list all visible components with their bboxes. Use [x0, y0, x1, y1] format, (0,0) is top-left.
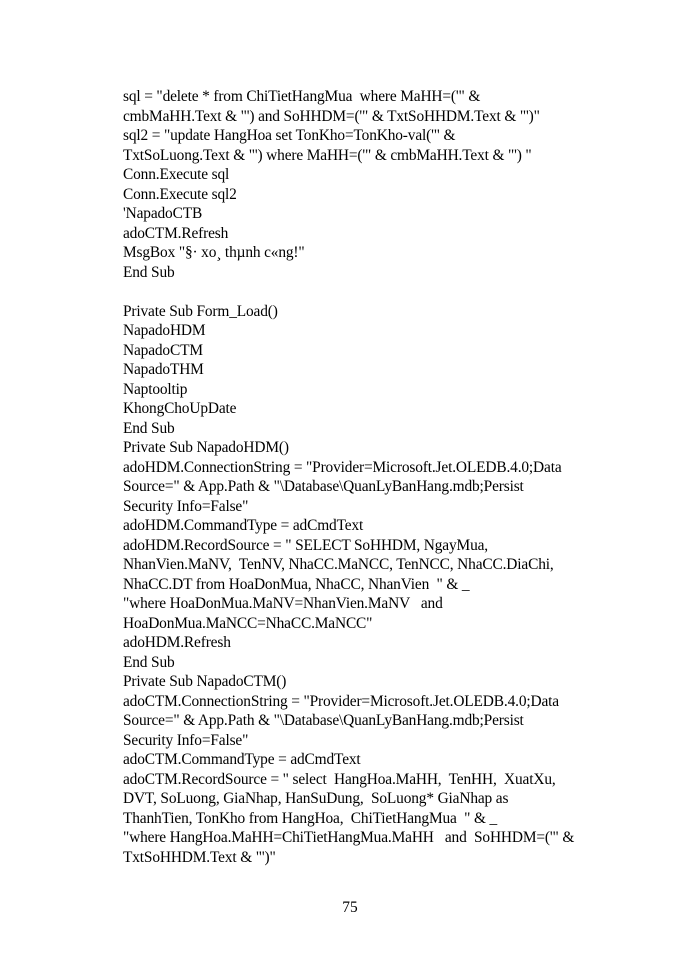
code-line: End Sub	[123, 263, 175, 281]
code-line: Source=" & App.Path & "\Database\QuanLyBanHang.mdb;Persist	[123, 478, 524, 495]
code-line: adoCTM.RecordSource = " select HangHoa.MaHH, TenHH, XuatXu,	[123, 770, 556, 788]
code-line: Source=" & App.Path & "\Database\QuanLyBanHang.mdb;Persist	[123, 712, 524, 729]
code-line: 'NapadoCTB	[123, 205, 203, 222]
code-line: adoCTM.ConnectionString = "Provider=Microsoft.Jet.OLEDB.4.0;Data	[123, 692, 559, 710]
code-line: KhongChoUpDate	[123, 400, 237, 417]
code-line: adoCTM.CommandType = adCmdText	[123, 751, 361, 768]
code-line: End Sub	[123, 653, 175, 671]
code-line: NapadoHDM	[123, 322, 206, 339]
code-line: Conn.Execute sql2	[123, 185, 237, 203]
code-line: End Sub	[123, 419, 175, 437]
code-line: Private Sub NapadoHDM()	[123, 439, 289, 456]
code-line: adoHDM.RecordSource = " SELECT SoHHDM, NgayMua,	[123, 536, 488, 554]
code-line: Security Info=False"	[123, 731, 249, 749]
page-number: 75	[342, 899, 358, 916]
code-line: adoHDM.CommandType = adCmdText	[123, 517, 364, 534]
code-line: "where HangHoa.MaHH=ChiTietHangMua.MaHH and SoHHDM=('" &	[123, 829, 575, 846]
code-line: sql2 = "update HangHoa set TonKho=TonKho-val('" &	[123, 127, 456, 144]
code-line: DVT, SoLuong, GiaNhap, HanSuDung, SoLuong* GiaNhap as	[123, 790, 509, 807]
code-line: adoHDM.ConnectionString = "Provider=Microsoft.Jet.OLEDB.4.0;Data	[123, 458, 562, 476]
code-line: NapadoTHM	[123, 361, 204, 378]
code-line: ThanhTien, TonKho from HangHoa, ChiTietHangMua " & _	[123, 809, 498, 827]
code-line: Security Info=False"	[123, 497, 249, 515]
code-line: adoHDM.Refresh	[123, 634, 231, 651]
blank-line	[123, 282, 613, 302]
code-line: NapadoCTM	[123, 341, 203, 359]
code-line: TxtSoHHDM.Text & "')"	[123, 848, 276, 866]
code-line: cmbMaHH.Text & "') and SoHHDM=('" & TxtSoHHDM.Text & "')"	[123, 107, 540, 125]
code-line: HoaDonMua.MaNCC=NhaCC.MaNCC"	[123, 614, 373, 632]
code-line: sql = "delete * from ChiTietHangMua where MaHH=('" &	[123, 88, 481, 105]
code-line: adoCTM.Refresh	[123, 224, 229, 242]
code-line: TxtSoLuong.Text & "') where MaHH=('" & cmbMaHH.Text & "') "	[123, 146, 532, 164]
code-line: MsgBox "§· xo¸ thµnh c«ng!"	[123, 244, 305, 261]
code-line: NhanVien.MaNV, TenNV, NhaCC.MaNCC, TenNCC, NhaCC.DiaChi,	[123, 556, 554, 573]
code-line: Naptooltip	[123, 380, 188, 398]
code-line: Private Sub NapadoCTM()	[123, 673, 287, 690]
code-line: Conn.Execute sql	[123, 166, 230, 183]
code-line: Private Sub Form_Load()	[123, 302, 278, 320]
code-listing	[123, 87, 613, 867]
code-line: NhaCC.DT from HoaDonMua, NhaCC, NhanVien " & _	[123, 575, 470, 593]
code-line: "where HoaDonMua.MaNV=NhanVien.MaNV and	[123, 595, 443, 612]
